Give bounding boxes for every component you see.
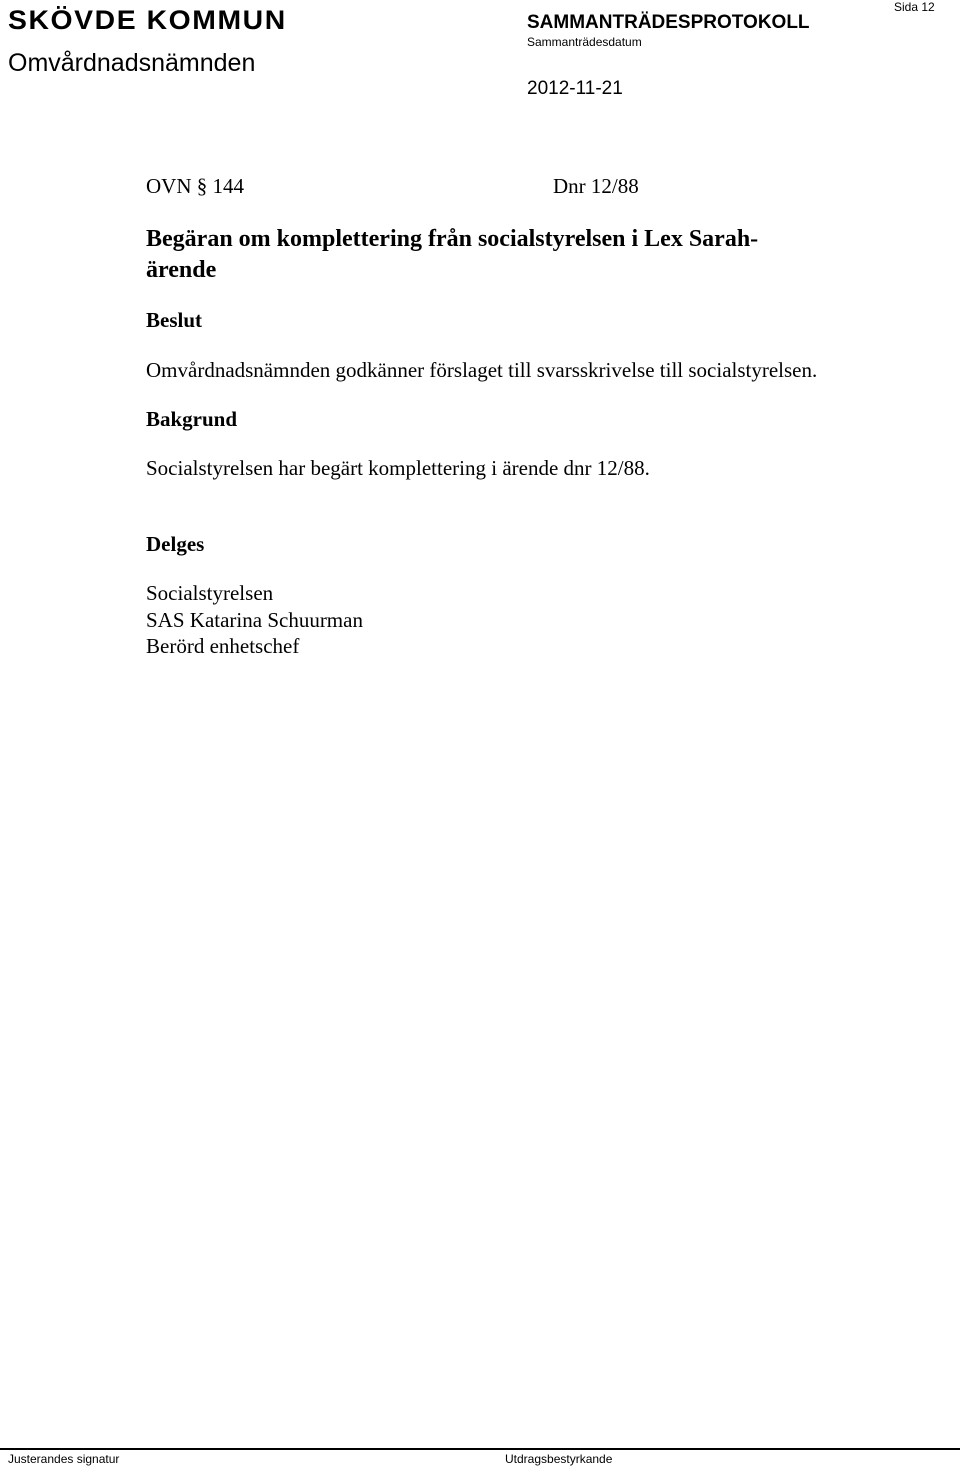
document-type: SAMMANTRÄDESPROTOKOLL: [527, 12, 810, 33]
beslut-text: Omvårdnadsnämnden godkänner förslaget till svarsskrivelse till socialstyrelsen.: [146, 358, 818, 382]
signature-label: Justerandes signatur: [8, 1452, 120, 1466]
meeting-date: 2012-11-21: [527, 78, 623, 99]
delges-heading: Delges: [146, 532, 205, 556]
organization-logo: SKÖVDE KOMMUN: [8, 5, 287, 35]
committee-name: Omvårdnadsnämnden: [8, 49, 256, 77]
bakgrund-text: Socialstyrelsen har begärt komplettering i ärende dnr 12/88.: [146, 456, 650, 480]
delges-recipient: Socialstyrelsen: [146, 581, 274, 605]
page-number: Sida 12: [894, 0, 935, 14]
certification-label: Utdragsbestyrkande: [505, 1452, 613, 1466]
date-label: Sammanträdesdatum: [527, 35, 642, 49]
diary-number: Dnr 12/88: [553, 174, 639, 198]
delges-recipient: SAS Katarina Schuurman: [146, 608, 363, 632]
case-reference: OVN § 144: [146, 174, 244, 198]
case-title-line-2: ärende: [146, 257, 217, 283]
bakgrund-heading: Bakgrund: [146, 407, 238, 431]
case-title-line-1: Begäran om komplettering från socialstyrelsen i Lex Sarah-: [146, 226, 759, 252]
beslut-heading: Beslut: [146, 308, 203, 332]
case-title: [146, 224, 846, 286]
footer-divider: [0, 1448, 960, 1450]
delges-recipient: Berörd enhetschef: [146, 634, 300, 658]
